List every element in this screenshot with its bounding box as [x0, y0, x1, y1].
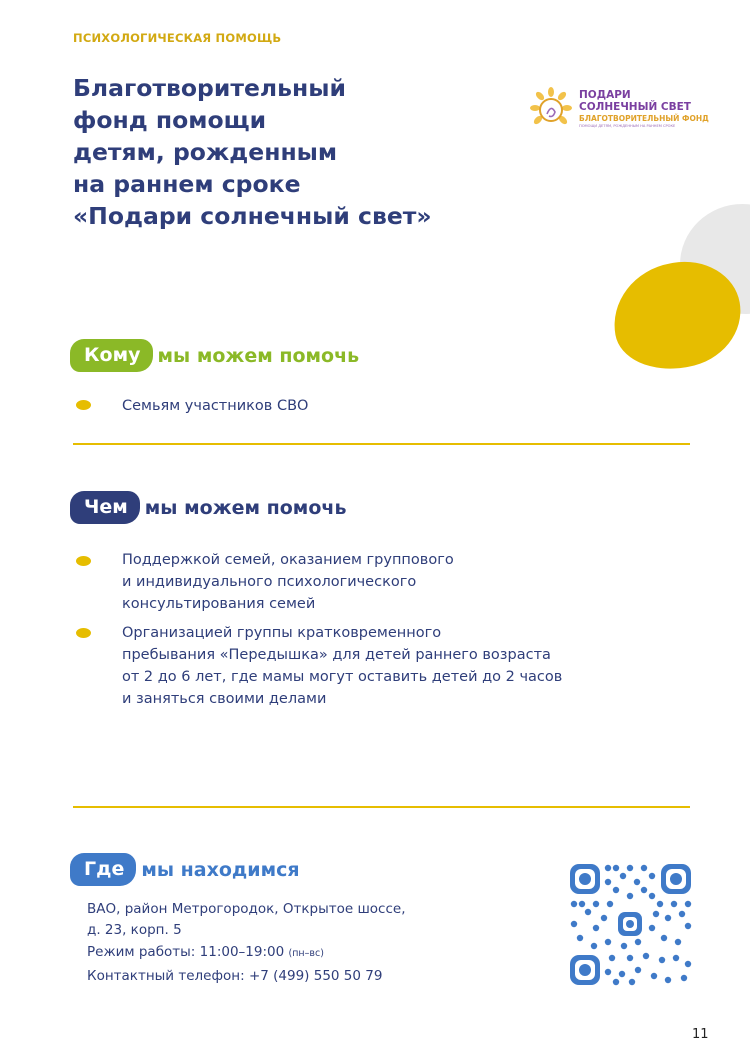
title-line: Благотворительный: [73, 74, 346, 102]
phone-text[interactable]: Контактный телефон: +7 (499) 550 50 79: [87, 968, 383, 984]
list-item-line: и заняться своими делами: [122, 691, 327, 707]
address-line: ВАО, район Метрогородок, Открытое шоссе,: [87, 901, 406, 917]
title-line: детям, рожденным: [73, 138, 338, 166]
divider: [73, 443, 690, 445]
list-item: [122, 622, 662, 710]
bullet-icon: [76, 400, 91, 410]
hours-days: (пн–вс): [288, 948, 324, 959]
list-item-line: Организацией группы кратковременного: [122, 625, 442, 641]
what-pill: Чем: [70, 491, 140, 524]
phone[interactable]: [87, 966, 382, 987]
list-item-line: и индивидуального психологического: [122, 574, 417, 590]
whom-heading-text: мы можем помочь: [157, 344, 360, 367]
logo-tagline: ПОМОЩИ ДЕТЯМ, РОЖДЕННЫМ НА РАННЕМ СРОКЕ: [579, 124, 676, 128]
address-line: д. 23, корп. 5: [87, 922, 182, 938]
list-item: [122, 549, 662, 615]
bullet-icon: [76, 628, 91, 638]
sun-icon: [527, 86, 575, 132]
qr-code-icon[interactable]: [568, 862, 693, 987]
whom-pill: Кому: [70, 339, 153, 372]
list-item: [122, 395, 662, 417]
section-label: ПСИХОЛОГИЧЕСКАЯ ПОМОЩЬ: [73, 31, 282, 45]
list-item-line: от 2 до 6 лет, где мамы могут оставить детей до 2 часов: [122, 669, 563, 685]
hours-label: Режим работы: 11:00–19:00: [87, 944, 285, 960]
divider: [73, 806, 690, 808]
what-heading: [70, 491, 346, 524]
logo-text: ПОДАРИ: [579, 89, 631, 101]
title-line: на раннем сроке: [73, 170, 301, 198]
foundation-logo: [527, 86, 709, 132]
page-title: [73, 72, 473, 232]
whom-heading: [70, 339, 359, 372]
list-item-line: консультирования семей: [122, 596, 316, 612]
address: [87, 899, 406, 941]
working-hours: [87, 942, 324, 964]
list-item-line: пребывания «Передышка» для детей раннего возраста: [122, 647, 551, 663]
title-line: фонд помощи: [73, 106, 267, 134]
where-pill: Где: [70, 853, 136, 886]
bullet-icon: [76, 556, 91, 566]
logo-text: СОЛНЕЧНЫЙ СВЕТ: [579, 101, 691, 113]
title-line: «Подари солнечный свет»: [73, 202, 432, 230]
logo-subtitle: БЛАГОТВОРИТЕЛЬНЫЙ ФОНД: [579, 114, 709, 123]
list-item-text: Семьям участников СВО: [122, 398, 309, 414]
page-number: 11: [692, 1027, 709, 1042]
list-item-line: Поддержкой семей, оказанием группового: [122, 552, 454, 568]
where-heading-text: мы находимся: [141, 858, 300, 881]
where-heading: [70, 853, 300, 886]
what-heading-text: мы можем помочь: [144, 496, 347, 519]
